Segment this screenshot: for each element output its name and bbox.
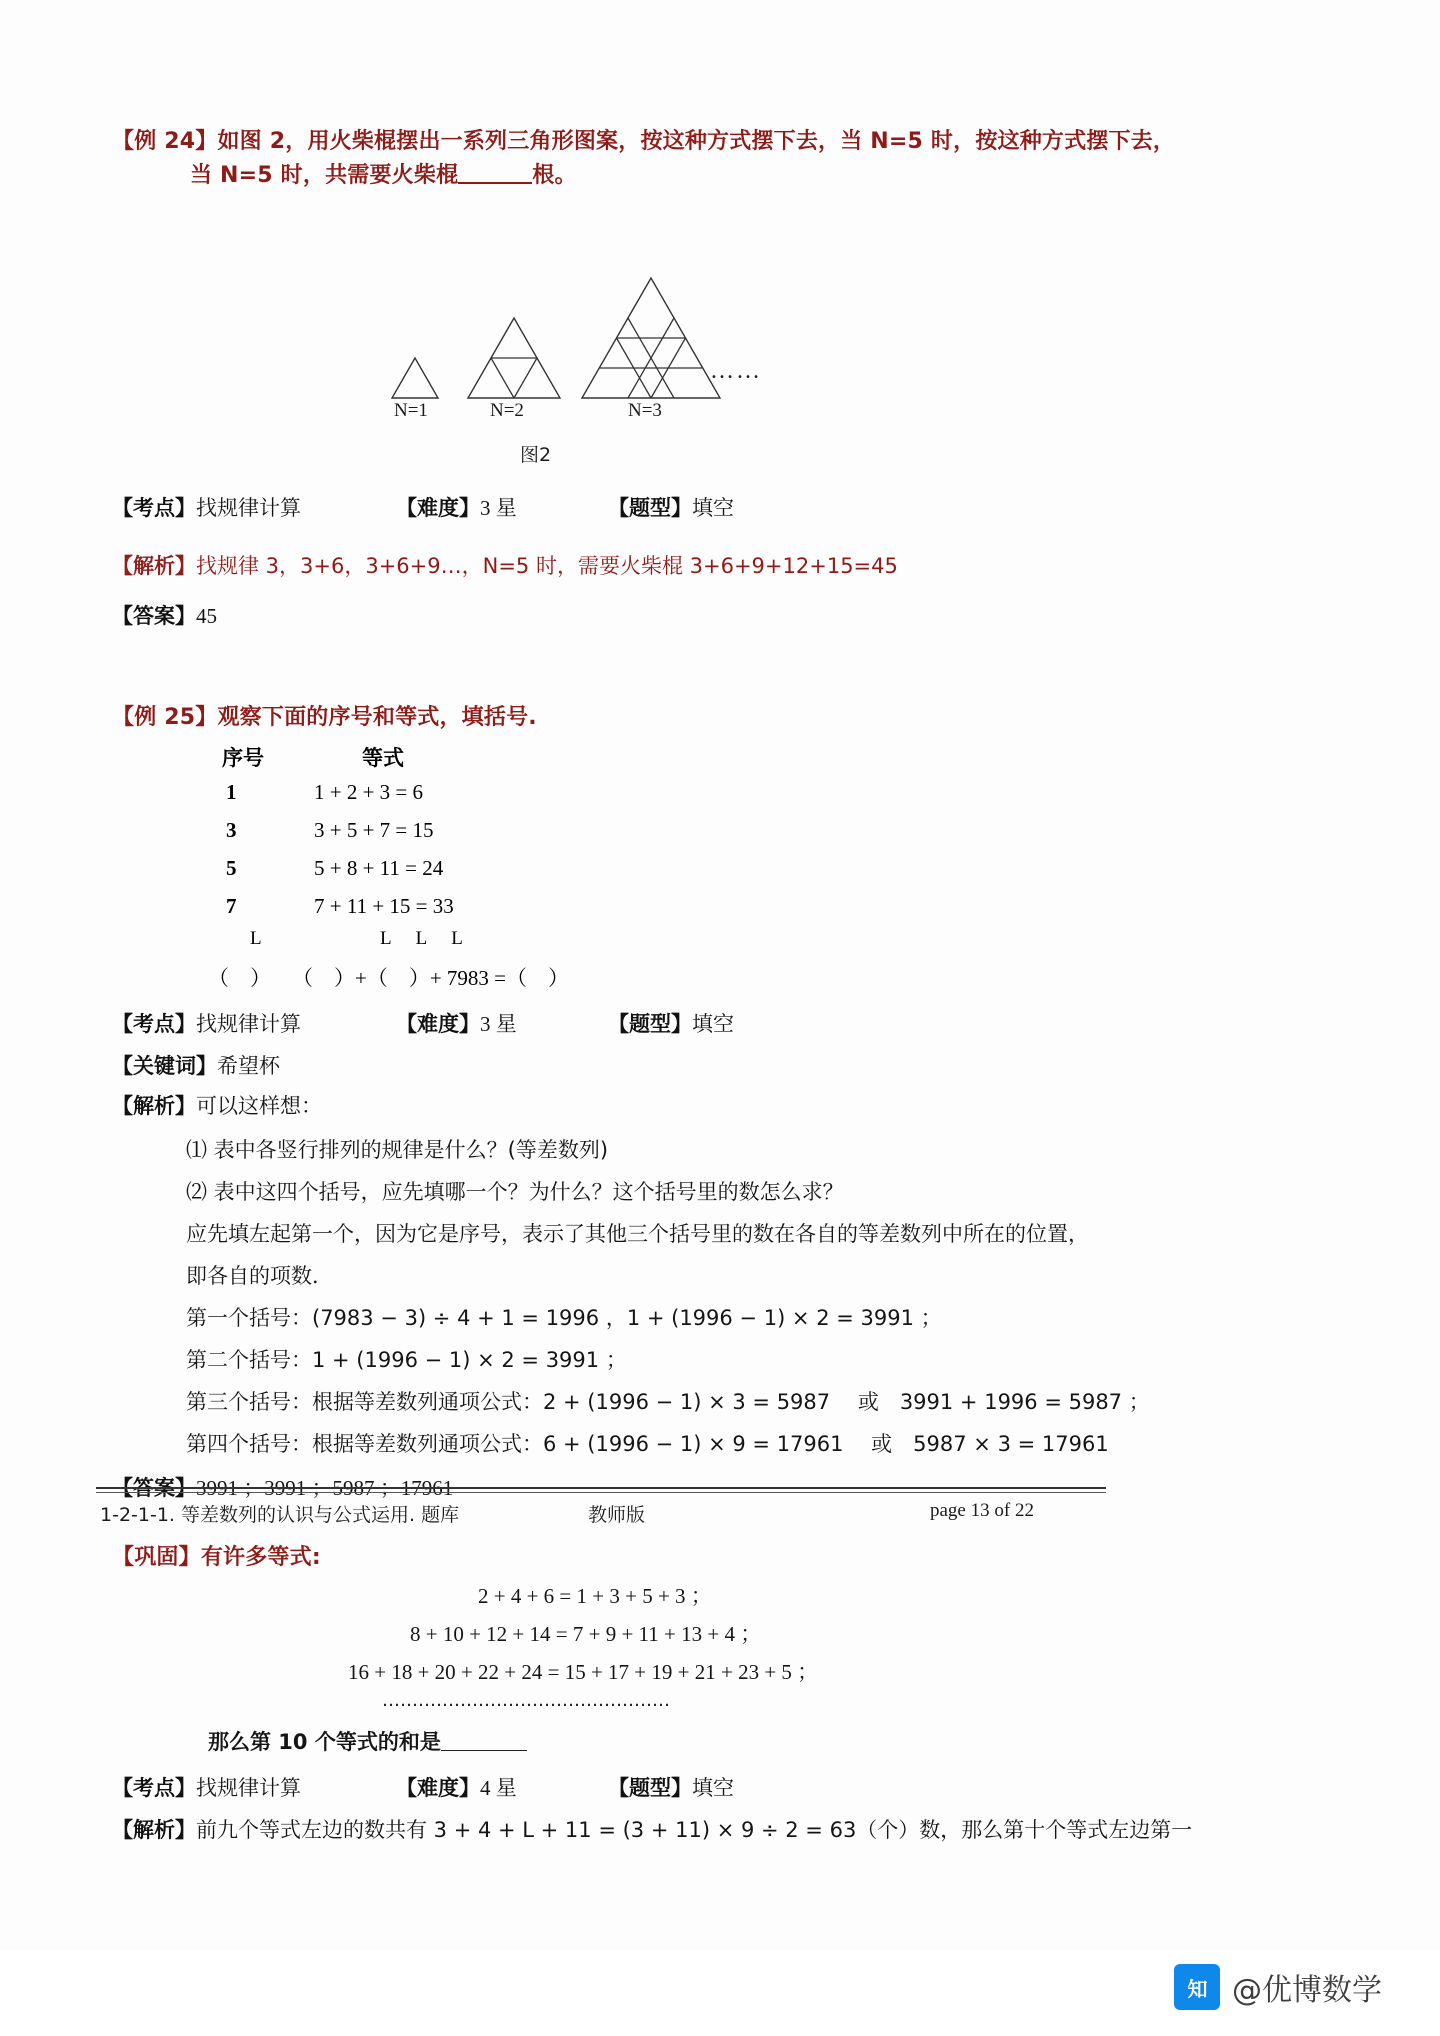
nandu-value: 3 星 [480,1012,517,1036]
nandu-value: 4 星 [480,1776,517,1800]
table-row-equation: 7 + 11 + 15 = 33 [314,894,454,918]
nandu-tag: 【难度】 [396,1776,480,1800]
figure-label-n2: N=2 [490,400,524,421]
jiexi-intro: 可以这样想： [196,1094,322,1118]
example-24-line2-pre: 当 N=5 时，共需要火柴棍 [190,163,459,188]
gonggu-dots: ………………………………………… [382,1690,670,1711]
figure-ellipsis: …… [710,358,762,384]
example-24-heading [112,124,1175,155]
example-25-step: 第四个括号：根据等差数列通项公式：6 + (1996 − 1) × 9 = 17961 或 5987 × 3 = 17961 [186,1432,1109,1456]
example-25-kaodian [112,1008,301,1038]
example-25-step: 第三个括号：根据等差数列通项公式：2 + (1996 − 1) × 3 = 5987 或 3991 + 1996 = 5987 ； [186,1390,1150,1414]
answer-value: 3991 ；3991 ；5987 ；17961 [196,1476,454,1500]
gonggu-tixing [608,1772,734,1802]
gonggu-equation: 2 + 4 + 6 = 1 + 3 + 5 + 3 ； [478,1584,712,1608]
watermark-username: @优博数学 [1232,1973,1382,2008]
watermark-bar [0,1950,1440,2036]
zhihu-logo-icon: 知 [1174,1964,1220,2010]
gonggu-question [208,1726,527,1756]
example-25-keyword [112,1050,280,1080]
keyword-value: 希望杯 [217,1054,280,1078]
footer-divider [96,1487,1106,1489]
example-24-answer [112,600,217,630]
example-25-jiexi [112,1090,322,1120]
tixing-tag: 【题型】 [608,496,692,520]
tixing-value: 填空 [692,496,734,520]
example-25-step: 应先填左起第一个，因为它是序号，表示了其他三个括号里的数在各自的等差数列中所在的位置， [186,1222,1089,1246]
example-24-kaodian [112,492,301,522]
jiexi-tag: 【解析】 [112,1094,196,1118]
jiexi-tag: 【解析】 [112,554,196,578]
table-row-index: 7 [226,894,237,918]
jiexi-text: 前九个等式左边的数共有 3 + 4 + L + 11 = (3 + 11) × 9 ÷ 2 = 63（个）数，那么第十个等式左边第一 [196,1818,1193,1842]
answer-blank [458,166,532,184]
kaodian-tag: 【考点】 [112,1776,196,1800]
tixing-value: 填空 [692,1012,734,1036]
gonggu-heading [112,1540,321,1571]
example-24-line1: 如图 2，用火柴棍摆出一系列三角形图案，按这种方式摆下去，当 N=5 时，按这种方式摆下去， [217,129,1176,154]
answer-tag: 【答案】 [112,604,196,628]
nandu-tag: 【难度】 [396,1012,480,1036]
example-24-nandu [396,492,517,522]
footer-divider-secondary [96,1492,1106,1493]
footer-left: 1-2-1-1. 等差数列的认识与公式运用. 题库 [100,1504,460,1526]
example-25-step: 即各自的项数． [186,1264,333,1288]
gonggu-answer-blank [441,1736,527,1751]
table-row-equation: 5 + 8 + 11 = 24 [314,856,444,880]
kaodian-tag: 【考点】 [112,496,196,520]
footer-right: page 13 of 22 [930,1500,1034,1521]
example-24-label: 【例 24】 [112,129,218,154]
example-25-nandu [396,1008,517,1038]
kaodian-tag: 【考点】 [112,1012,196,1036]
table-row-index: 1 [226,780,237,804]
gonggu-line1: 有许多等式: [200,1545,321,1570]
example-24-line2-post: 根。 [532,163,577,188]
table-dots-left: L [250,928,272,949]
gonggu-equation: 8 + 10 + 12 + 14 = 7 + 9 + 11 + 13 + 4 ； [410,1622,762,1646]
watermark-content [1174,1964,1382,2010]
figure-caption: 图2 [520,444,552,466]
tixing-tag: 【题型】 [608,1776,692,1800]
example-25-heading [112,700,537,731]
kaodian-value: 找规律计算 [196,1776,301,1800]
jiexi-text: 找规律 3，3+6，3+6+9…，N=5 时，需要火柴棍 3+6+9+12+15=45 [196,554,898,578]
nandu-value: 3 星 [480,496,517,520]
gonggu-kaodian [112,1772,301,1802]
answer-value: 45 [196,604,217,628]
keyword-tag: 【关键词】 [112,1054,217,1078]
example-24-jiexi [112,550,898,580]
example-25-tixing [608,1008,734,1038]
jiexi-tag: 【解析】 [112,1818,196,1842]
table-final-row: （ ） （ ）+（ ）+ 7983 =（ ） [208,966,570,990]
tixing-tag: 【题型】 [608,1012,692,1036]
example-25-step: ⑵ 表中这四个括号，应先填哪一个？为什么？这个括号里的数怎么求？ [186,1180,844,1204]
example-24-heading-line2 [190,158,577,189]
table-row-index: 3 [226,818,237,842]
figure-label-n1: N=1 [394,400,428,421]
triangle-figure [370,250,790,421]
gonggu-question-text: 那么第 10 个等式的和是 [208,1730,441,1754]
tixing-value: 填空 [692,1776,734,1800]
answer-tag: 【答案】 [112,1476,196,1500]
gonggu-label: 【巩固】 [112,1545,201,1570]
figure-label-n3: N=3 [628,400,662,421]
table-header-index: 序号 [222,746,264,770]
table-dots-right: L L L [380,928,473,949]
footer-center: 教师版 [588,1504,646,1526]
triangle-figure-svg [370,250,790,410]
table-row-equation: 1 + 2 + 3 = 6 [314,780,424,804]
example-25-step: 第一个括号：(7983 − 3) ÷ 4 + 1 = 1996 ，1 + (1996 − 1) × 2 = 3991 ； [186,1306,942,1330]
gonggu-equation: 16 + 18 + 20 + 22 + 24 = 15 + 17 + 19 + 21 + 23 + 5 ； [348,1660,819,1684]
gonggu-nandu [396,1772,517,1802]
example-24-tixing [608,492,734,522]
kaodian-value: 找规律计算 [196,1012,301,1036]
table-row-index: 5 [226,856,237,880]
nandu-tag: 【难度】 [396,496,480,520]
table-header-equation: 等式 [362,746,404,770]
kaodian-value: 找规律计算 [196,496,301,520]
gonggu-jiexi [112,1814,1192,1844]
example-25-line1: 观察下面的序号和等式，填括号. [217,705,537,730]
example-25-step: 第二个括号：1 + (1996 − 1) × 2 = 3991 ； [186,1348,627,1372]
example-25-step: ⑴ 表中各竖行排列的规律是什么？(等差数列) [186,1138,609,1162]
example-25-label: 【例 25】 [112,705,218,730]
table-row-equation: 3 + 5 + 7 = 15 [314,818,434,842]
